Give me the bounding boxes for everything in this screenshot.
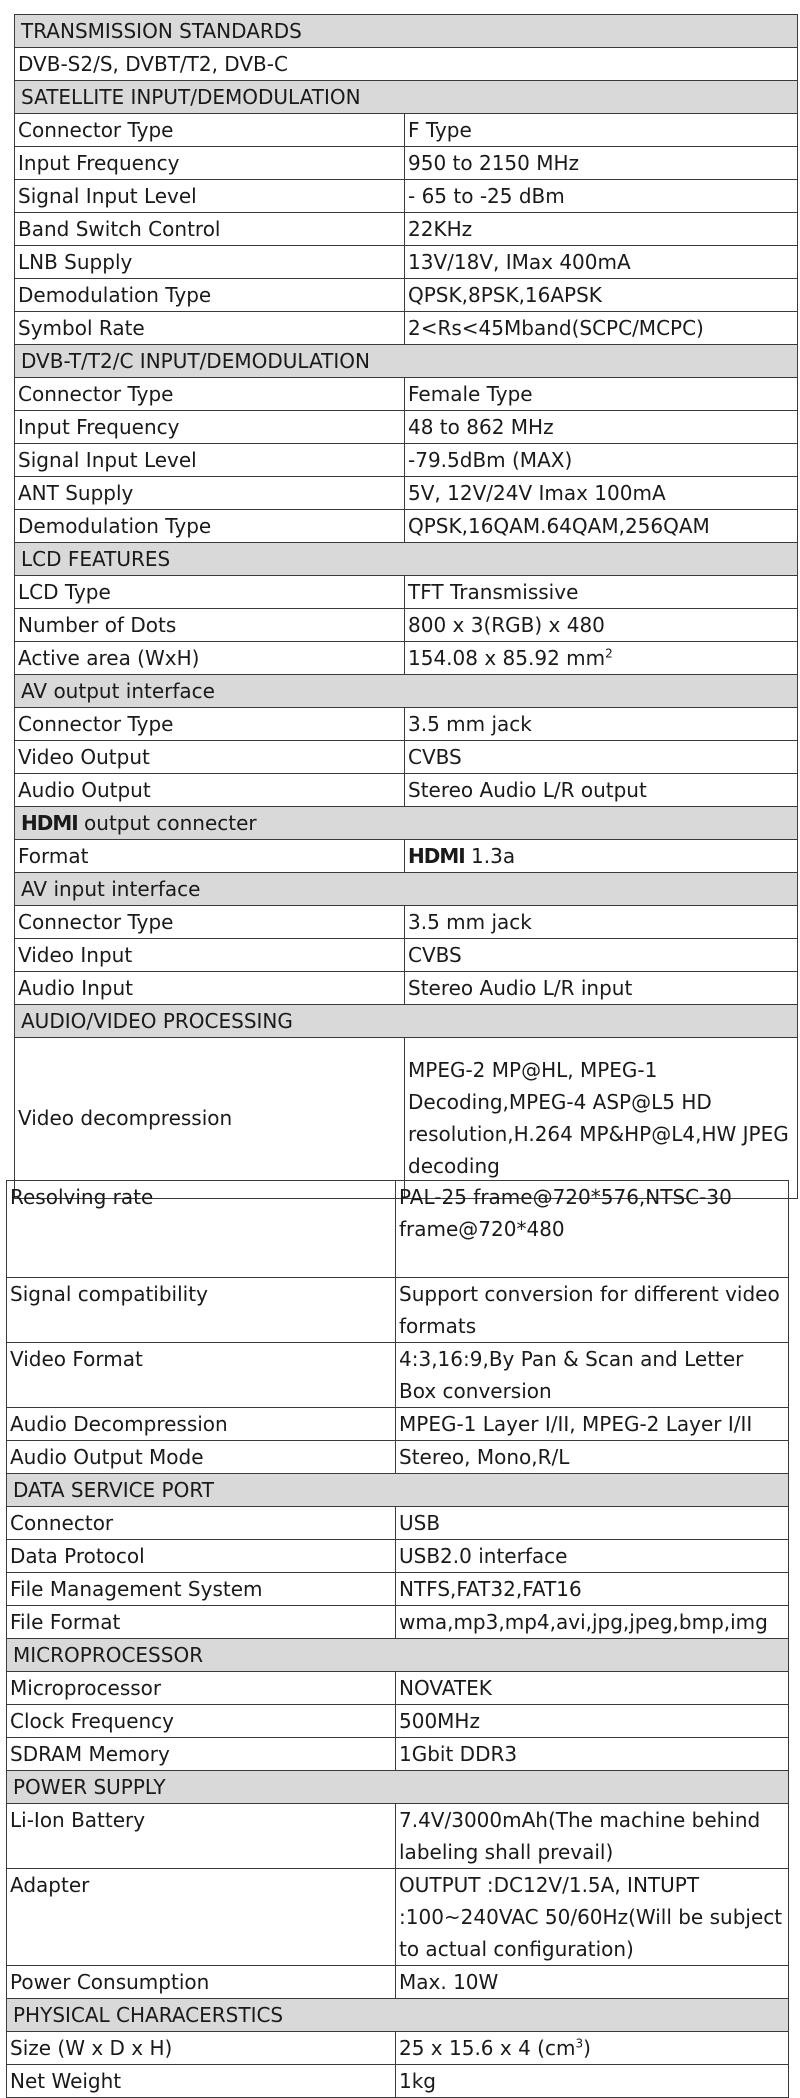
spec-key: ANT Supply	[15, 477, 405, 510]
section-header-row	[7, 1771, 789, 1804]
section-label: AV output interface	[21, 679, 215, 703]
spec-key: Signal Input Level	[15, 180, 405, 213]
spec-key: Net Weight	[7, 2065, 396, 2098]
spec-row	[15, 840, 798, 873]
spec-key: SDRAM Memory	[7, 1738, 396, 1771]
spec-value-text: Female Type	[408, 382, 533, 406]
spec-key: File Format	[7, 1606, 396, 1639]
section-label: AUDIO/VIDEO PROCESSING	[21, 1009, 293, 1033]
spec-row	[7, 1408, 789, 1441]
spec-row	[15, 279, 798, 312]
spec-value	[396, 1278, 789, 1343]
spec-value	[396, 1441, 789, 1474]
section-label: MICROPROCESSOR	[13, 1643, 204, 1667]
spec-table-2	[6, 1180, 789, 2098]
spec-value	[405, 477, 798, 510]
spec-value-text: 800 x 3(RGB) x 480	[408, 613, 605, 637]
spec-value-text: NTFS,FAT32,FAT16	[399, 1577, 582, 1601]
section-header-row	[15, 675, 798, 708]
spec-value-text: USB2.0 interface	[399, 1544, 568, 1568]
section-header	[15, 675, 798, 708]
spec-key: Connector Type	[15, 378, 405, 411]
spec-row	[7, 1507, 789, 1540]
spec-value	[405, 642, 798, 675]
spec-key: Connector Type	[15, 114, 405, 147]
spec-key: Video Output	[15, 741, 405, 774]
section-header-row	[15, 1005, 798, 1038]
section-label: PHYSICAL CHARACERSTICS	[13, 2003, 284, 2027]
section-header	[15, 81, 798, 114]
spec-value	[405, 741, 798, 774]
section-header	[7, 1474, 789, 1507]
spec-table-1	[14, 14, 798, 1199]
spec-value	[405, 510, 798, 543]
section-header	[15, 873, 798, 906]
spec-row	[7, 1672, 789, 1705]
spec-row	[7, 1705, 789, 1738]
section-label: DATA SERVICE PORT	[13, 1478, 215, 1502]
spec-key: Audio Decompression	[7, 1408, 396, 1441]
section-header	[15, 807, 798, 840]
spec-value	[396, 1540, 789, 1573]
spec-key: Audio Output Mode	[7, 1441, 396, 1474]
spec-value	[405, 279, 798, 312]
spec-row	[7, 1441, 789, 1474]
section-label: SATELLITE INPUT/DEMODULATION	[21, 85, 361, 109]
spec-value-text: 1kg	[399, 2069, 437, 2093]
spec-row	[15, 477, 798, 510]
spec-row	[15, 774, 798, 807]
spec-value-text: 1Gbit DDR3	[399, 1742, 518, 1766]
section-header	[7, 1639, 789, 1672]
spec-value-text: 4:3,16:9,By Pan & Scan and Letter Box conversion	[399, 1347, 744, 1403]
spec-value-text: 950 to 2150 MHz	[408, 151, 580, 175]
spec-key: Signal compatibility	[7, 1278, 396, 1343]
spec-value	[396, 1672, 789, 1705]
spec-key: Audio Input	[15, 972, 405, 1005]
spec-key: Connector	[7, 1507, 396, 1540]
spec-value-text: 500MHz	[399, 1709, 480, 1733]
spec-row	[7, 1804, 789, 1869]
spec-row	[15, 642, 798, 675]
spec-row	[7, 1278, 789, 1343]
spec-key: Li-Ion Battery	[7, 1804, 396, 1869]
spec-row	[7, 1869, 789, 1966]
section-label: DVB-T/T2/C INPUT/DEMODULATION	[21, 349, 370, 373]
spec-value-text: 5V, 12V/24V Imax 100mA	[408, 481, 666, 505]
spec-value-text: MPEG-1 Layer I/II, MPEG-2 Layer I/II	[399, 1412, 753, 1436]
spec-row	[15, 1038, 798, 1199]
spec-value-text: QPSK,16QAM.64QAM,256QAM	[408, 514, 710, 538]
spec-value-text: 13V/18V, IMax 400mA	[408, 250, 631, 274]
section-header-row	[7, 1999, 789, 2032]
spec-value-text: MPEG-2 MP@HL, MPEG-1 Decoding,MPEG-4 ASP@L5 HD resolution,H.264 MP&HP@L4,HW JPEG decoding	[408, 1058, 789, 1178]
spec-key: Input Frequency	[15, 147, 405, 180]
spec-key: Symbol Rate	[15, 312, 405, 345]
spec-key: Clock Frequency	[7, 1705, 396, 1738]
spec-key: Adapter	[7, 1869, 396, 1966]
spec-value	[396, 1573, 789, 1606]
section-header-row	[15, 81, 798, 114]
spec-row	[15, 411, 798, 444]
spec-row	[7, 1181, 789, 1278]
spec-row	[15, 906, 798, 939]
spec-key: Size (W x D x H)	[7, 2032, 396, 2065]
spec-value-text: Stereo Audio L/R output	[408, 778, 647, 802]
spec-key: LNB Supply	[15, 246, 405, 279]
spec-key: Resolving rate	[7, 1181, 396, 1278]
section-header-row	[15, 543, 798, 576]
spec-value-text: Support conversion for different video formats	[399, 1282, 780, 1338]
section-label: LCD FEATURES	[21, 547, 171, 571]
spec-value-text: PAL-25 frame@720*576,NTSC-30 frame@720*480	[399, 1185, 732, 1241]
spec-value-text: 2<Rs<45Mband(SCPC/MCPC)	[408, 316, 704, 340]
section-label: output connecter	[77, 811, 257, 835]
spec-value-text: TFT Transmissive	[408, 580, 579, 604]
spec-value-text: 3.5 mm jack	[408, 910, 532, 934]
section-header-row	[7, 1639, 789, 1672]
spec-value	[396, 1869, 789, 1966]
section-header-row	[15, 15, 798, 48]
spec-value-text: QPSK,8PSK,16APSK	[408, 283, 602, 307]
spec-row	[7, 1343, 789, 1408]
spec-value	[396, 1966, 789, 1999]
spec-row	[15, 576, 798, 609]
spec-value	[405, 609, 798, 642]
spec-row	[15, 378, 798, 411]
spec-value	[405, 147, 798, 180]
spec-value-text: OUTPUT :DC12V/1.5A, INTUPT :100~240VAC 50/60Hz(Will be subject to actual configuration)	[399, 1873, 783, 1961]
spec-key: Input Frequency	[15, 411, 405, 444]
spec-key: Audio Output	[15, 774, 405, 807]
spec-key: Demodulation Type	[15, 510, 405, 543]
spec-value-text: Stereo Audio L/R input	[408, 976, 633, 1000]
spec-value-text: 3.5 mm jack	[408, 712, 532, 736]
spec-row	[15, 147, 798, 180]
section-header-row	[7, 1474, 789, 1507]
spec-value	[405, 840, 798, 873]
spec-value	[396, 1705, 789, 1738]
spec-key: Data Protocol	[7, 1540, 396, 1573]
spec-value-text: CVBS	[408, 745, 462, 769]
spec-value	[405, 246, 798, 279]
spec-key: File Management System	[7, 1573, 396, 1606]
spec-value-text: 7.4V/3000mAh(The machine behind labeling shall prevail)	[399, 1808, 761, 1864]
hdmi-logo: HDMI	[21, 811, 78, 835]
spec-value	[405, 774, 798, 807]
spec-row	[15, 510, 798, 543]
spec-value-text: wma,mp3,mp4,avi,jpg,jpeg,bmp,img	[399, 1610, 768, 1634]
spec-key: Power Consumption	[7, 1966, 396, 1999]
spec-value-text: Max. 10W	[399, 1970, 499, 1994]
spec-row	[7, 1573, 789, 1606]
section-label: POWER SUPPLY	[13, 1775, 166, 1799]
spec-value	[405, 1038, 798, 1199]
spec-value	[405, 411, 798, 444]
spec-value	[396, 1804, 789, 1869]
spec-value	[396, 1507, 789, 1540]
section-label: DVB-S2/S, DVBT/T2, DVB-C	[18, 52, 288, 76]
spec-key: Band Switch Control	[15, 213, 405, 246]
spec-value	[396, 1606, 789, 1639]
spec-key: Microprocessor	[7, 1672, 396, 1705]
spec-row	[15, 609, 798, 642]
spec-value-text: Stereo, Mono,R/L	[399, 1445, 570, 1469]
spec-key: Video decompression	[15, 1038, 405, 1199]
spec-value	[396, 2065, 789, 2098]
spec-row	[15, 213, 798, 246]
spec-key: Active area (WxH)	[15, 642, 405, 675]
spec-value-text: CVBS	[408, 943, 462, 967]
spec-value-text: 22KHz	[408, 217, 473, 241]
spec-value	[405, 213, 798, 246]
spec-row	[7, 1540, 789, 1573]
section-header	[15, 15, 798, 48]
spec-value	[405, 312, 798, 345]
spec-key: Demodulation Type	[15, 279, 405, 312]
section-header	[7, 1771, 789, 1804]
full-width-row	[15, 48, 798, 81]
spec-row	[7, 1606, 789, 1639]
spec-key: Video Format	[7, 1343, 396, 1408]
spec-key: Number of Dots	[15, 609, 405, 642]
spec-value-text: 1.3a	[464, 844, 516, 868]
spec-value	[405, 576, 798, 609]
spec-key: Video Input	[15, 939, 405, 972]
spec-value-text: 25 x 15.6 x 4 (cm	[399, 2036, 576, 2060]
spec-key: Connector Type	[15, 708, 405, 741]
spec-key: Connector Type	[15, 906, 405, 939]
spec-row	[7, 2065, 789, 2098]
section-header-row	[15, 807, 798, 840]
spec-value	[396, 1181, 789, 1278]
section-header	[15, 543, 798, 576]
spec-row	[15, 972, 798, 1005]
section-header	[15, 345, 798, 378]
spec-value	[405, 378, 798, 411]
hdmi-logo: HDMI	[408, 844, 465, 868]
spec-value	[405, 939, 798, 972]
spec-key: LCD Type	[15, 576, 405, 609]
spec-row	[15, 246, 798, 279]
spec-row	[15, 708, 798, 741]
spec-key: Signal Input Level	[15, 444, 405, 477]
spec-value	[396, 2032, 789, 2065]
spec-row	[15, 114, 798, 147]
spec-row	[15, 939, 798, 972]
section-header-row	[15, 345, 798, 378]
spec-value-text: -79.5dBm (MAX)	[408, 448, 573, 472]
spec-value	[405, 444, 798, 477]
spec-value-text: 154.08 x 85.92 mm	[408, 646, 606, 670]
spec-value	[396, 1343, 789, 1408]
section-label: AV input interface	[21, 877, 201, 901]
spec-row	[15, 444, 798, 477]
section-header	[15, 1005, 798, 1038]
section-header-row	[15, 873, 798, 906]
spec-value	[405, 180, 798, 213]
spec-row	[7, 1966, 789, 1999]
value-suffix: )	[583, 2036, 591, 2060]
spec-row	[15, 180, 798, 213]
spec-row	[15, 741, 798, 774]
spec-value	[405, 114, 798, 147]
spec-value	[405, 972, 798, 1005]
spec-value-text: 48 to 862 MHz	[408, 415, 554, 439]
spec-value-text: NOVATEK	[399, 1676, 492, 1700]
spec-key: Format	[15, 840, 405, 873]
spec-value	[396, 1738, 789, 1771]
spec-value	[405, 708, 798, 741]
spec-row	[7, 1738, 789, 1771]
spec-value-text: USB	[399, 1511, 441, 1535]
spec-value	[405, 906, 798, 939]
spec-row	[15, 312, 798, 345]
superscript: 2	[605, 646, 613, 661]
spec-value-text: - 65 to -25 dBm	[408, 184, 565, 208]
spec-row	[7, 2032, 789, 2065]
standards-cell	[15, 48, 798, 81]
section-header	[7, 1999, 789, 2032]
superscript: 3	[575, 2036, 584, 2051]
spec-value-text: F Type	[408, 118, 472, 142]
spec-value	[396, 1408, 789, 1441]
section-label: TRANSMISSION STANDARDS	[21, 19, 302, 43]
